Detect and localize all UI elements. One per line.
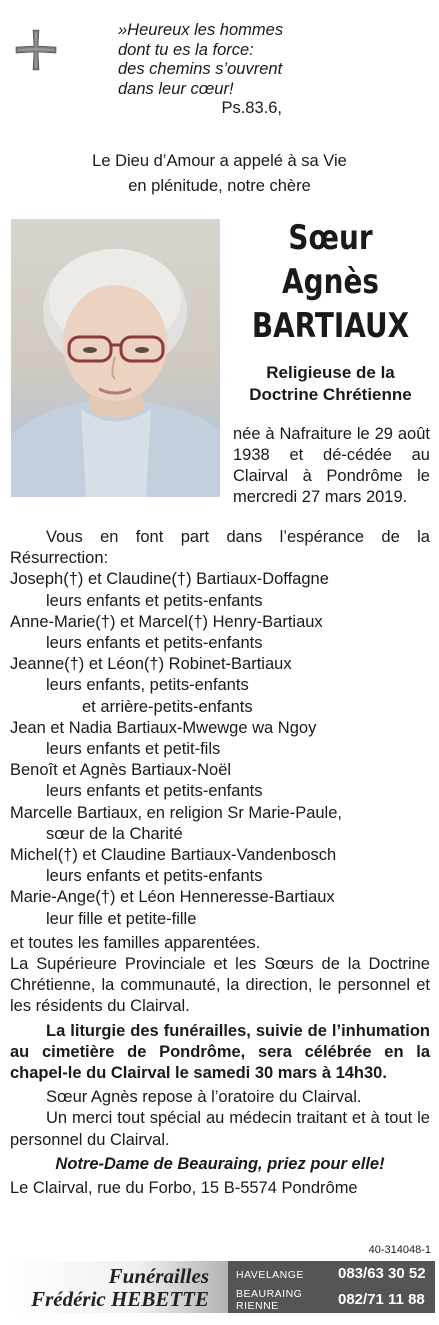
funeral-home-name: Frédéric HEBETTE xyxy=(31,1287,209,1311)
family-name: Benoît et Agnès Bartiaux-Noël xyxy=(10,761,232,780)
family-detail: leurs enfants et petits-enfants xyxy=(46,591,263,610)
religious-role xyxy=(228,362,433,406)
family-detail: leur fille et petite-fille xyxy=(46,909,197,928)
portrait-photo xyxy=(11,219,220,497)
role-line: Doctrine Chrétienne xyxy=(249,385,412,404)
cross-icon xyxy=(14,28,58,72)
quote-line: »Heureux les hommes xyxy=(118,21,284,39)
reference-number: 40-314048-1 xyxy=(368,1244,431,1256)
intro-text xyxy=(0,149,439,199)
quote-line: dont tu es la force: xyxy=(118,40,254,59)
announcement-text: Vous en font part dans l’espérance de la Résurrection: xyxy=(10,528,430,568)
family-name: Joseph(†) et Claudine(†) Bartiaux-Doffagne xyxy=(10,570,329,589)
quote-line: des chemins s’ouvrent xyxy=(118,60,283,78)
contact-place: RIENNE xyxy=(236,1300,279,1312)
prayer-text: Notre-Dame de Beauraing, priez pour elle! xyxy=(55,1154,385,1173)
quote-reference: Ps.83.6, xyxy=(221,99,282,117)
contact-place: HAVELANGE xyxy=(236,1269,304,1281)
family-name: Marie-Ange(†) et Léon Henneresse-Bartiaux xyxy=(10,888,335,907)
family-name: Michel(†) et Claudine Bartiaux-Vandenbosch xyxy=(10,846,337,865)
funeral-home-title: Funérailles xyxy=(108,1264,209,1288)
family-detail: leurs enfants et petits-enfants xyxy=(46,867,263,886)
birth-death-text: née à Nafraiture le 29 août 1938 et dé-cédée au Clairval à Pondrôme le mercredi 27 mars 2019. xyxy=(233,425,430,506)
deceased-name xyxy=(246,216,414,348)
role-line: Religieuse de la xyxy=(266,363,395,382)
family-name: Jean et Nadia Bartiaux-Mwewge wa Ngoy xyxy=(10,718,317,737)
family-detail: leurs enfants et petits-enfants xyxy=(46,782,263,801)
name-title: Sœur xyxy=(288,218,373,258)
contact-box xyxy=(228,1261,435,1313)
family-name: Marcelle Bartiaux, en religion Sr Marie-Paule, xyxy=(10,803,342,822)
name-first: Agnès xyxy=(282,262,379,302)
funeral-details: La liturgie des funérailles, suivie de l’inhumation au cimetière de Pondrôme, sera célébrée en la chapel-le du Clairval le samedi 30 mars à 14h30. xyxy=(10,1021,430,1083)
family-name: Jeanne(†) et Léon(†) Robinet-Bartiaux xyxy=(10,655,292,674)
family-detail: leurs enfants, petits-enfants xyxy=(46,676,249,695)
portrait-illustration xyxy=(11,219,220,497)
family-detail: leurs enfants et petits-enfants xyxy=(46,634,263,653)
contact-phone: 083/63 30 52 xyxy=(338,1265,426,1282)
congregation-text: La Supérieure Provinciale et les Sœurs de la Doctrine Chrétienne, la communauté, la direction, le personnel et les résidents du Clairval. xyxy=(10,955,430,1016)
announcement-body xyxy=(10,527,430,1199)
psalm-quote xyxy=(118,21,318,119)
contact-phone: 082/71 11 88 xyxy=(338,1291,425,1308)
quote-line: dans leur cœur! xyxy=(118,79,234,98)
intro-line: Le Dieu d’Amour a appelé à sa Vie xyxy=(92,152,347,170)
family-detail: sœur de la Charité xyxy=(46,824,183,843)
thanks-text: Un merci tout spécial au médecin traitant et à tout le personnel du Clairval. xyxy=(10,1109,430,1149)
family-detail: et arrière-petits-enfants xyxy=(82,697,253,716)
all-families: et toutes les familles apparentées. xyxy=(10,933,261,952)
rest-text: Sœur Agnès repose à l’oratoire du Clairval. xyxy=(46,1088,362,1107)
contact-place: BEAURAING xyxy=(236,1288,303,1300)
name-last: BARTIAUX xyxy=(251,306,410,346)
intro-line: en plénitude, notre chère xyxy=(128,177,311,195)
funeral-home-banner xyxy=(0,1259,439,1325)
family-detail: leurs enfants et petit-fils xyxy=(46,740,221,759)
address-text: Le Clairval, rue du Forbo, 15 B-5574 Pondrôme xyxy=(10,1179,358,1198)
family-name: Anne-Marie(†) et Marcel(†) Henry-Bartiaux xyxy=(10,612,323,631)
